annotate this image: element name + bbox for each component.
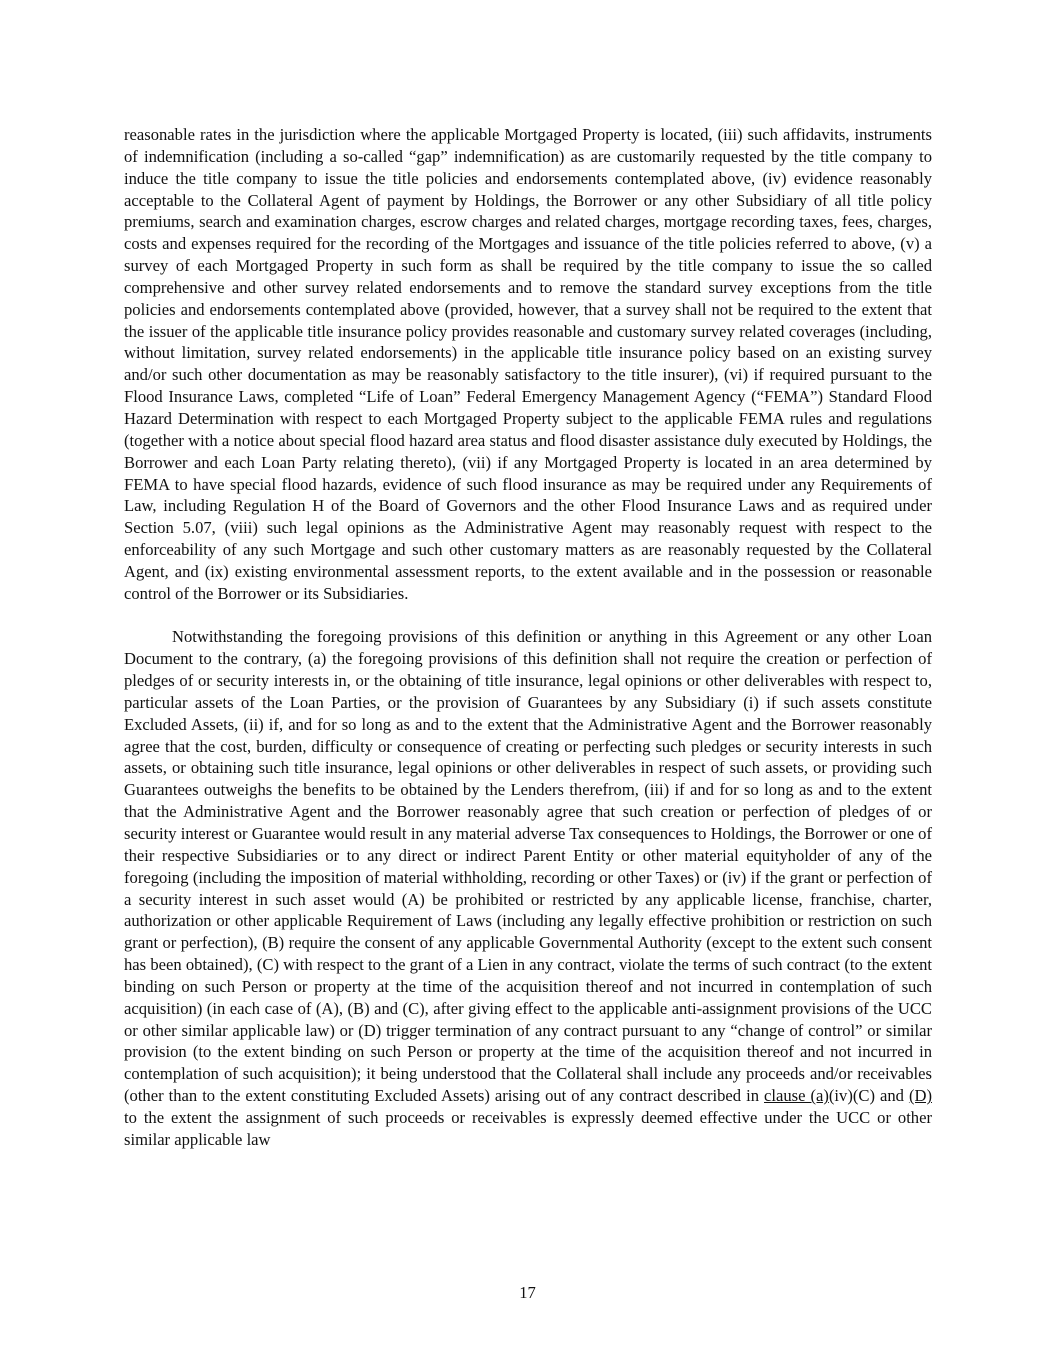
document-body — [124, 124, 932, 1151]
paragraph-text-before: Notwithstanding the foregoing provisions of this definition or anything in this Agreement or any other Loan Document to the contrary, (a) the foregoing provisions of this definition shall not require the creation or perfection of pledges of or security interests in, or the obtaining of title insurance, legal opinions or other deliverables with respect to, particular assets of the Loan Parties, or the provision of Guarantees by any Subsidiary (i) if such assets constitute Excluded Assets, (ii) if, and for so long as and to the extent that the Administrative Agent and the Borrower reasonably agree that the cost, burden, difficulty or consequence of creating or perfecting such pledges or security interests in such assets, or obtaining such title insurance, legal opinions or other deliverables in respect of such assets, or providing such Guarantees outweighs the benefits to be obtained by the Lenders therefrom, (iii) if and for so long as and to the extent that the Administrative Agent and the Borrower reasonably agree that such creation or perfection of pledges of or security interest or Guarantee would result in any material adverse Tax consequences to Holdings, the Borrower or one of their respective Subsidiaries or to any direct or indirect Parent Entity or other material equityholder of any of the foregoing (including the imposition of material withholding, recording or other Taxes) or (iv) if the grant or perfection of a security interest in such asset would (A) be prohibited or restricted by any applicable license, franchise, charter, authorization or other applicable Requirement of Laws (including any legally effective prohibition or restriction on such grant or perfection), (B) require the consent of any applicable Governmental Authority (except to the extent such consent has been obtained), (C) with respect to the grant of a Lien in any contract, violate the terms of such contract (to the extent binding on such Person or property at the time of the acquisition thereof and not incurred in contemplation of such acquisition) (in each case of (A), (B) and (C), after giving effect to the applicable anti-assignment provisions of the UCC or other similar applicable law) or (D) trigger termination of any contract pursuant to any “change of control” or similar provision (to the extent binding on such Person or property at the time of the acquisition thereof and not incurred in contemplation of such acquisition); it being understood that the Collateral shall include any proceeds and/or receivables (other than to the extent constituting Excluded Assets) arising out of any contract described in — [124, 627, 932, 1106]
paragraph-continuation: reasonable rates in the jurisdiction where the applicable Mortgaged Property is located, (iii) such affidavits, instruments of indemnification (including a so-called “gap” indemnification) as are customarily requested by the title company to induce the title company to issue the title policies and endorsements contemplated above, (iv) evidence reasonably acceptable to the Collateral Agent of payment by Holdings, the Borrower or any other Subsidiary of all title policy premiums, search and examination charges, escrow charges and related charges, mortgage recording taxes, fees, charges, costs and expenses required for the recording of the Mortgages and issuance of the title policies referred to above, (v) a survey of each Mortgaged Property in such form as shall be required by the title company to issue the so called comprehensive and other survey related endorsements and to remove the standard survey exceptions from the title policies and endorsements contemplated above (provided, however, that a survey shall not be required to the extent that the issuer of the applicable title insurance policy provides reasonable and customary survey related coverages (including, without limitation, survey related endorsements) in the applicable title insurance policy based on an existing survey and/or such other documentation as may be reasonably satisfactory to the title insurer), (vi) if required pursuant to the Flood Insurance Laws, completed “Life of Loan” Federal Emergency Management Agency (“FEMA”) Standard Flood Hazard Determination with respect to each Mortgaged Property subject to the applicable FEMA rules and regulations (together with a notice about special flood hazard area status and flood disaster assistance duly executed by Holdings, the Borrower and each Loan Party relating thereto), (vii) if any Mortgaged Property is located in an area determined by FEMA to have special flood hazards, evidence of such flood insurance as may be required under any Requirements of Law, including Regulation H of the Board of Governors and the other Flood Insurance Laws and as required under Section 5.07, (viii) such legal opinions as the Administrative Agent may reasonably request with respect to the enforceability of any such Mortgage and such other customary matters as are reasonably requested by the Collateral Agent, and (ix) existing environmental assessment reports, to the extent available and in the possession or reasonable control of the Borrower or its Subsidiaries. — [124, 125, 932, 603]
paragraph-text-after: to the extent the assignment of such proceeds or receivables is expressly deemed effective under the UCC or other similar applicable law — [124, 1107, 932, 1149]
paragraph-notwithstanding — [124, 626, 932, 1150]
clause-d-reference: (D) — [908, 1086, 932, 1106]
clause-a-reference: clause (a) — [764, 1086, 829, 1106]
page-number: 17 — [519, 1283, 536, 1302]
paragraph-text-middle: (iv)(C) and — [828, 1086, 909, 1106]
